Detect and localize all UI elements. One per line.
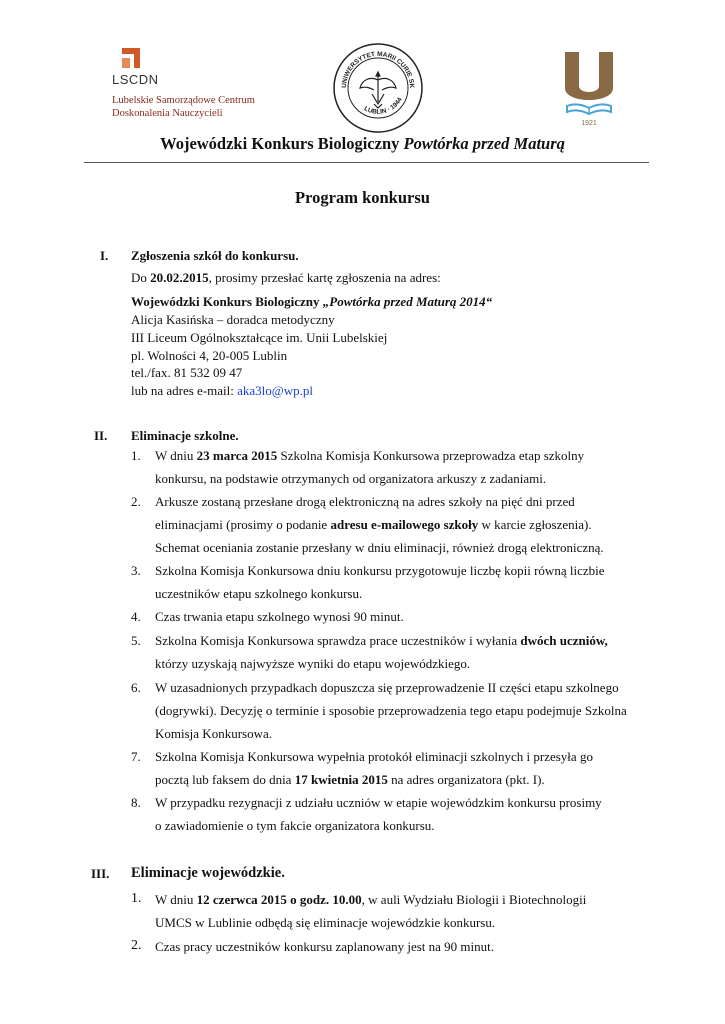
document-title: Wojewódzki Konkurs Biologiczny Powtórka przed Maturą bbox=[160, 134, 565, 153]
list-item: eliminacjami (prosimy o podanie adresu e-mailowego szkoły w karcie zgłoszenia). bbox=[155, 517, 592, 532]
1921-u-logo bbox=[561, 48, 617, 128]
section-1-line-6: tel./fax. 81 532 09 47 bbox=[131, 365, 243, 380]
list-item-number: 7. bbox=[131, 749, 141, 764]
logo-year: 1921 bbox=[581, 120, 597, 127]
section-2-heading: Eliminacje szkolne. bbox=[131, 428, 239, 443]
section-1-line-2: Wojewódzki Konkurs Biologiczny „Powtórka przed Maturą 2014“ bbox=[131, 294, 493, 309]
list-item-number: 3. bbox=[131, 563, 141, 578]
list-item: W uzasadnionych przypadkach dopuszcza się przeprowadzenie II części etapu szkolnego bbox=[155, 680, 619, 695]
lscdn-subtitle-2: Doskonalenia Nauczycieli bbox=[112, 108, 223, 119]
email-link[interactable]: aka3lo@wp.pl bbox=[237, 383, 314, 398]
list-item-number: 2. bbox=[131, 938, 142, 953]
umcs-seal bbox=[332, 42, 424, 134]
section-1-line-4: III Liceum Ogólnokształcące im. Unii Lubelskiej bbox=[131, 330, 388, 345]
section-2-number: II. bbox=[94, 428, 108, 443]
list-item: którzy uzyskają najwyższe wyniki do etapu wojewódzkiego. bbox=[155, 656, 471, 671]
list-item: Czas pracy uczestników konkursu zaplanowany jest na 90 minut. bbox=[155, 939, 494, 954]
lscdn-subtitle-1: Lubelskie Samorządowe Centrum bbox=[112, 95, 255, 106]
svg-text:LUBLIN · 1944 bbox=[363, 96, 404, 116]
list-item: Czas trwania etapu szkolnego wynosi 90 minut. bbox=[155, 609, 404, 624]
list-item-number: 4. bbox=[131, 609, 141, 624]
list-item-number: 1. bbox=[131, 891, 142, 906]
section-1-heading: Zgłoszenia szkół do konkursu. bbox=[131, 248, 299, 263]
lscdn-name: LSCDN bbox=[112, 72, 159, 87]
list-item: Szkolna Komisja Konkursowa wypełnia protokół eliminacji szkolnych i przesyła go bbox=[155, 749, 593, 764]
program-title: Program konkursu bbox=[295, 188, 430, 207]
list-item-number: 1. bbox=[131, 448, 141, 463]
section-1-line-5: pl. Wolności 4, 20-005 Lublin bbox=[131, 348, 288, 363]
list-item: (dogrywki). Decyzję o terminie i sposobie przeprowadzenia tego etapu podejmuje Szkolna bbox=[155, 703, 627, 718]
section-1-line-7: lub na adres e-mail: aka3lo@wp.pl bbox=[131, 383, 314, 398]
list-item: Szkolna Komisja Konkursowa sprawdza prace uczestników i wyłania dwóch uczniów, bbox=[155, 633, 608, 648]
svg-text:UNIWERSYTET MARII CURIE SKŁODO bbox=[332, 42, 415, 89]
section-3-number: III. bbox=[91, 866, 110, 881]
list-item: Arkusze zostaną przesłane drogą elektroniczną na adres szkoły na pięć dni przed bbox=[155, 494, 575, 509]
list-item: Komisja Konkursowa. bbox=[155, 726, 272, 741]
section-1-number: I. bbox=[100, 248, 109, 263]
list-item: uczestników etapu szkolnego konkursu. bbox=[155, 586, 363, 601]
section-1-line-3: Alicja Kasińska – doradca metodyczny bbox=[131, 312, 335, 327]
seal-top-text: UNIWERSYTET MARII CURIE SK bbox=[340, 50, 416, 89]
title-divider bbox=[84, 162, 649, 163]
seal-bottom-text: LUBLIN · 1944 bbox=[362, 96, 404, 116]
section-3-heading: Eliminacje wojewódzkie. bbox=[131, 865, 285, 881]
list-item: W dniu 12 czerwca 2015 o godz. 10.00, w auli Wydziału Biologii i Biotechnologii bbox=[155, 892, 587, 907]
section-1-line-1: Do 20.02.2015, prosimy przesłać kartę zgłoszenia na adres: bbox=[131, 270, 441, 285]
list-item: konkursu, na podstawie otrzymanych od organizatora arkuszy z zadaniami. bbox=[155, 471, 547, 486]
list-item-number: 2. bbox=[131, 494, 141, 509]
list-item: W dniu 23 marca 2015 Szkolna Komisja Konkursowa przeprowadza etap szkolny bbox=[155, 448, 585, 463]
list-item: W przypadku rezygnacji z udziału uczniów w etapie wojewódzkim konkursu prosimy bbox=[155, 795, 602, 810]
lscdn-logo bbox=[112, 46, 272, 126]
list-item-number: 6. bbox=[131, 680, 141, 695]
list-item: UMCS w Lublinie odbędą się eliminacje wojewódzkie konkursu. bbox=[155, 915, 496, 930]
list-item: Schemat oceniania zostanie przesłany w dniu eliminacji, również drogą elektroniczną. bbox=[155, 540, 604, 555]
list-item: pocztą lub faksem do dnia 17 kwietnia 2015 na adres organizatora (pkt. I). bbox=[155, 772, 545, 787]
list-item-number: 5. bbox=[131, 633, 141, 648]
list-item: o zawiadomienie o tym fakcie organizatora konkursu. bbox=[155, 818, 435, 833]
list-item: Szkolna Komisja Konkursowa dniu konkursu przygotowuje liczbę kopii równą liczbie bbox=[155, 563, 605, 578]
list-item-number: 8. bbox=[131, 795, 141, 810]
eagle-icon bbox=[360, 72, 396, 108]
lscdn-mark-icon bbox=[120, 46, 142, 70]
